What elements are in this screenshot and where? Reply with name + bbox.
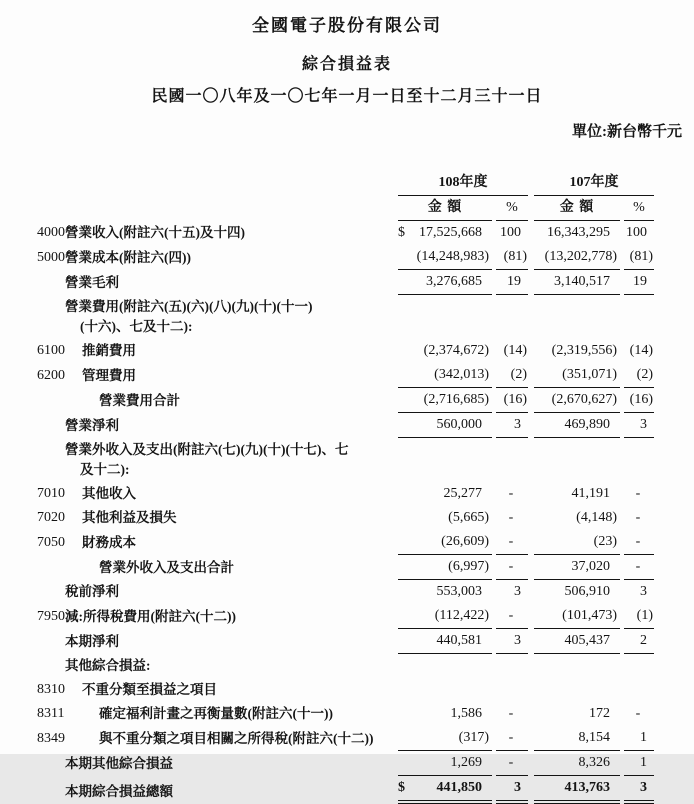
account-code — [37, 555, 65, 580]
amount-108: (6,997) — [398, 555, 492, 580]
year-header-row — [37, 171, 654, 196]
amount-108 — [398, 678, 492, 702]
account-label — [65, 388, 398, 413]
amount-108: (14,248,983) — [398, 245, 492, 270]
account-label — [65, 654, 398, 678]
account-label — [65, 438, 398, 482]
amount-108: 1,269 — [398, 751, 492, 776]
year-header-108: 108年度 — [398, 171, 528, 196]
account-label-line1: 管理費用 — [82, 368, 136, 383]
percent-108: - — [508, 486, 514, 501]
amount-108: (112,422) — [398, 604, 492, 629]
account-label — [65, 751, 398, 776]
table-row — [37, 530, 654, 555]
amount-107: (101,473) — [534, 604, 620, 629]
percent-column-header-108: % — [496, 196, 528, 221]
amount-107: 405,437 — [534, 629, 620, 654]
percent-107: 2 — [624, 629, 654, 654]
amount-108 — [398, 438, 492, 482]
title-block — [0, 11, 694, 141]
account-code — [37, 413, 65, 438]
amount-108: $ 441,850 — [398, 776, 492, 804]
percent-107: 19 — [624, 270, 654, 295]
account-label — [65, 702, 398, 726]
amount-107 — [534, 438, 620, 482]
percent-107: 3 — [640, 584, 647, 599]
percent-108 — [496, 654, 528, 678]
amount-107 — [534, 295, 620, 339]
table-row — [37, 413, 654, 438]
percent-108: - — [496, 604, 528, 629]
amount-108: 440,581 — [398, 629, 492, 654]
account-label-line1: 營業外收入及支出合計 — [99, 560, 234, 575]
account-label-line1: 營業淨利 — [65, 418, 119, 433]
account-label — [65, 580, 398, 604]
percent-108: 3 — [514, 584, 521, 599]
account-label-line1: 本期綜合損益總額 — [65, 784, 173, 799]
table-row — [37, 221, 654, 245]
account-label-line1: 稅前淨利 — [65, 584, 119, 599]
amount-108: (2,374,672) — [423, 343, 489, 358]
amount-108 — [398, 654, 492, 678]
percent-108: 19 — [496, 270, 528, 295]
account-label — [65, 604, 398, 629]
table-row — [37, 270, 654, 295]
account-code: 7950 — [37, 609, 65, 624]
table-row — [37, 295, 654, 339]
account-label — [65, 776, 398, 804]
account-label-line1: 其他利益及損失 — [82, 510, 177, 525]
income-statement-table — [37, 171, 654, 804]
amount-108: 25,277 — [443, 486, 482, 501]
percent-108 — [496, 438, 528, 482]
account-code — [37, 580, 65, 604]
account-label-line1: 營業毛利 — [65, 275, 119, 290]
account-code: 4000 — [37, 225, 65, 240]
account-code — [37, 438, 65, 482]
account-label-line1: 財務成本 — [82, 535, 136, 550]
account-label-line1: 營業費用(附註六(五)(六)(八)(九)(十)(十一) — [65, 299, 313, 314]
account-code: 6100 — [37, 343, 65, 358]
table-row — [37, 506, 654, 530]
amount-108: (342,013) — [398, 363, 492, 388]
account-label — [65, 295, 398, 339]
account-label-line1: 推銷費用 — [82, 343, 136, 358]
percent-108: - — [508, 706, 514, 721]
percent-107: (16) — [624, 388, 654, 413]
amount-108: 1,586 — [450, 706, 482, 721]
account-code: 7020 — [37, 510, 65, 525]
statement-period: 民國一〇八年及一〇七年一月一日至十二月三十一日 — [151, 88, 543, 105]
amount-column-header-108: 金 額 — [398, 196, 492, 221]
statement-table-body — [37, 221, 654, 804]
table-row — [37, 678, 654, 702]
amount-107: 8,326 — [534, 751, 620, 776]
account-code: 8349 — [37, 731, 65, 746]
table-row — [37, 776, 654, 804]
table-row — [37, 438, 654, 482]
percent-107 — [624, 438, 654, 482]
account-label — [65, 629, 398, 654]
account-label-line1: 與不重分類之項目相關之所得稅(附註六(十二)) — [99, 731, 374, 746]
amount-107 — [534, 678, 620, 702]
percent-108: (2) — [496, 363, 528, 388]
account-label-line1: 營業費用合計 — [99, 393, 180, 408]
amount-107: 413,763 — [534, 776, 620, 804]
amount-107: (23) — [534, 530, 620, 555]
amount-108: (2,716,685) — [398, 388, 492, 413]
amount-107: 3,140,517 — [534, 270, 620, 295]
amount-108: $ 17,525,668 — [398, 221, 492, 245]
account-label — [65, 482, 398, 506]
table-row — [37, 702, 654, 726]
percent-108: (81) — [496, 245, 528, 270]
percent-107 — [624, 295, 654, 339]
table-row — [37, 339, 654, 363]
account-label-line1: 營業外收入及支出(附註六(七)(九)(十)(十七)、七 — [65, 442, 349, 457]
percent-107: - — [635, 510, 641, 525]
account-code: 7010 — [37, 486, 65, 501]
account-label — [65, 555, 398, 580]
percent-108: 3 — [496, 413, 528, 438]
account-label — [65, 245, 398, 270]
account-label-line1: 確定福利計畫之再衡量數(附註六(十一)) — [99, 706, 333, 721]
percent-107: - — [635, 706, 641, 721]
percent-108: - — [496, 555, 528, 580]
account-code — [37, 388, 65, 413]
amount-107: (4,148) — [576, 510, 617, 525]
account-code: 6200 — [37, 368, 65, 383]
percent-107: (2) — [624, 363, 654, 388]
account-code — [37, 270, 65, 295]
percent-108: - — [508, 510, 514, 525]
account-code — [37, 295, 65, 339]
percent-107: 3 — [624, 776, 654, 804]
table-row — [37, 580, 654, 604]
account-label-line1: 其他收入 — [82, 486, 136, 501]
amount-107: 172 — [589, 706, 610, 721]
amount-107: 8,154 — [534, 726, 620, 751]
account-code — [37, 654, 65, 678]
table-row — [37, 751, 654, 776]
percent-108: (16) — [496, 388, 528, 413]
percent-108 — [496, 678, 528, 702]
percent-107: 3 — [624, 413, 654, 438]
account-label — [65, 506, 398, 530]
account-code: 7050 — [37, 535, 65, 550]
percent-107: 1 — [624, 751, 654, 776]
percent-column-header-107: % — [624, 196, 654, 221]
percent-107: - — [624, 530, 654, 555]
amount-108: 3,276,685 — [398, 270, 492, 295]
percent-108: - — [496, 726, 528, 751]
account-label-line2: (十六)、七及十二): — [80, 319, 193, 334]
percent-108: (14) — [503, 343, 527, 358]
table-row — [37, 654, 654, 678]
company-name: 全國電子股份有限公司 — [252, 16, 442, 35]
table-row — [37, 726, 654, 751]
account-label-line1: 本期淨利 — [65, 634, 119, 649]
percent-107: - — [624, 555, 654, 580]
account-code — [37, 776, 65, 804]
amount-107: 41,191 — [571, 486, 610, 501]
amount-108: (26,609) — [398, 530, 492, 555]
percent-107 — [624, 678, 654, 702]
dollar-sign: $ — [398, 780, 405, 795]
percent-108: 3 — [496, 776, 528, 804]
table-row — [37, 363, 654, 388]
account-label — [65, 270, 398, 295]
table-row — [37, 629, 654, 654]
percent-107: 1 — [624, 726, 654, 751]
statement-title: 綜合損益表 — [301, 56, 392, 73]
table-row — [37, 245, 654, 270]
amount-107: (351,071) — [534, 363, 620, 388]
percent-107: (1) — [624, 604, 654, 629]
account-label — [65, 363, 398, 388]
amount-108 — [398, 295, 492, 339]
account-label-line1: 其他綜合損益: — [65, 658, 151, 673]
amount-108: 553,003 — [436, 584, 482, 599]
account-label — [65, 678, 398, 702]
table-row — [37, 482, 654, 506]
percent-107: (81) — [624, 245, 654, 270]
account-code — [37, 751, 65, 776]
account-label-line2: 及十二): — [80, 462, 130, 477]
amount-107: (2,670,627) — [534, 388, 620, 413]
amount-107 — [534, 654, 620, 678]
amount-107: 469,890 — [534, 413, 620, 438]
year-header-107: 107年度 — [534, 171, 654, 196]
account-code: 8311 — [37, 706, 65, 721]
account-code: 8310 — [37, 682, 65, 697]
percent-108: - — [496, 530, 528, 555]
amount-107: 16,343,295 — [547, 225, 610, 240]
account-label-line1: 減:所得稅費用(附註六(十二)) — [65, 609, 236, 624]
account-label-line1: 不重分類至損益之項目 — [82, 682, 217, 697]
currency-unit-note: 單位:新台幣千元 — [572, 124, 682, 140]
account-label-line1: 本期其他綜合損益 — [65, 756, 173, 771]
account-label-line1: 營業收入(附註六(十五)及十四) — [65, 225, 245, 240]
account-label-line1: 營業成本(附註六(四)) — [65, 250, 191, 265]
account-label — [65, 726, 398, 751]
account-label — [65, 221, 398, 245]
column-header-row — [37, 196, 654, 221]
table-row — [37, 604, 654, 629]
amount-107: (13,202,778) — [534, 245, 620, 270]
account-code — [37, 629, 65, 654]
percent-107: 100 — [626, 225, 647, 240]
account-label — [65, 413, 398, 438]
amount-107: 506,910 — [564, 584, 610, 599]
percent-108: - — [496, 751, 528, 776]
percent-108 — [496, 295, 528, 339]
percent-107: (14) — [629, 343, 653, 358]
amount-column-header-107: 金 額 — [534, 196, 620, 221]
amount-107: (2,319,556) — [551, 343, 617, 358]
account-label — [65, 530, 398, 555]
percent-107: - — [635, 486, 641, 501]
amount-108: 560,000 — [398, 413, 492, 438]
percent-108: 100 — [500, 225, 521, 240]
amount-108: (317) — [398, 726, 492, 751]
amount-108: (5,665) — [448, 510, 489, 525]
amount-107: 37,020 — [534, 555, 620, 580]
account-label — [65, 339, 398, 363]
table-row — [37, 388, 654, 413]
table-row — [37, 555, 654, 580]
percent-107 — [624, 654, 654, 678]
account-code: 5000 — [37, 250, 65, 265]
percent-108: 3 — [496, 629, 528, 654]
dollar-sign: $ — [398, 225, 405, 240]
